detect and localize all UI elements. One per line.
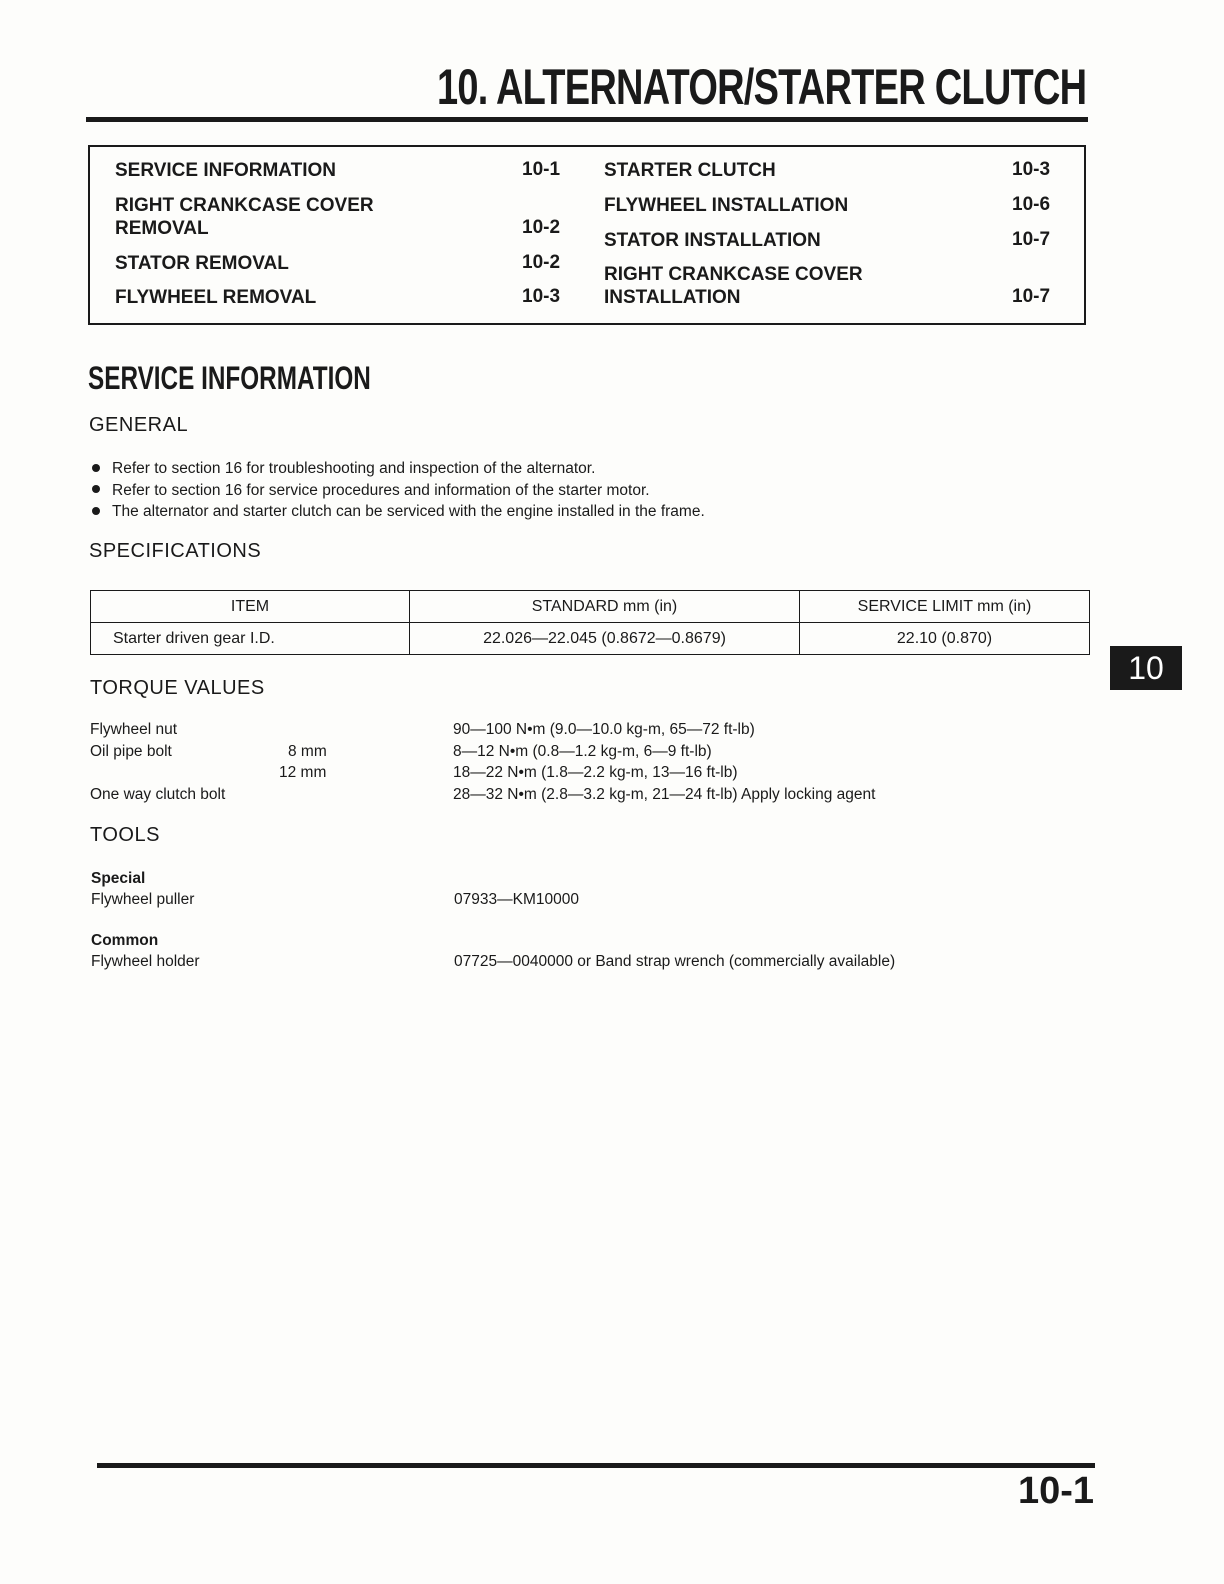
torque-size: 12 mm [279,764,327,781]
chapter-tab: 10 [1110,646,1182,690]
bullet-icon [92,485,100,493]
table-cell: 22.026—22.045 (0.8672—0.8679) [410,623,800,655]
toc-page: 10-6 [1012,194,1051,215]
toc-item-right-crankcase-cover-installation[interactable]: RIGHT CRANKCASE COVER [604,264,863,285]
section-heading: SERVICE INFORMATION [88,360,371,396]
torque-item: One way clutch bolt [90,786,226,803]
tool-item: Flywheel puller [91,891,195,908]
toc-page: 10-3 [1012,159,1051,180]
table-cell: 22.10 (0.870) [800,623,1090,655]
tool-item: Flywheel holder [91,953,200,970]
table-row [91,623,1090,655]
toc-item-right-crankcase-cover-removal[interactable]: RIGHT CRANKCASE COVER [115,195,374,216]
torque-value: 28—32 N•m (2.8—3.2 kg-m, 21—24 ft-lb) Apply locking agent [453,786,876,803]
chapter-title: 10. ALTERNATOR/STARTER CLUTCH [436,59,1086,115]
torque-item: Oil pipe bolt [90,743,172,760]
torque-value: 8—12 N•m (0.8—1.2 kg-m, 6—9 ft-lb) [453,743,712,760]
toc-page: 10-3 [522,286,561,307]
table-header-row [91,591,1090,623]
toc-item-stator-removal[interactable]: STATOR REMOVAL [115,253,289,274]
bullet-icon [92,507,100,515]
toc-page: 10-2 [522,217,561,238]
specifications-table [90,590,1090,655]
toc-page: 10-1 [522,159,561,180]
torque-value: 90—100 N•m (9.0—10.0 kg-m, 65—72 ft-lb) [453,721,755,738]
bullet-icon [92,464,100,472]
torque-size: 8 mm [288,743,327,760]
toc-page: 10-7 [1012,229,1051,250]
general-list [92,458,705,523]
toc-item-right-crankcase-cover-installation-line2[interactable]: INSTALLATION [604,287,741,308]
tools-special-label: Special [91,870,146,887]
column-header: SERVICE LIMIT mm (in) [800,591,1090,623]
specifications-heading: SPECIFICATIONS [89,540,262,562]
list-item: Refer to section 16 for service procedures and information of the starter motor. [92,480,705,502]
tool-value: 07933—KM10000 [454,891,579,908]
tools-heading: TOOLS [90,824,160,846]
title-rule [86,117,1088,122]
toc-item-starter-clutch[interactable]: STARTER CLUTCH [604,160,776,181]
page-number: 10-1 [1017,1470,1094,1512]
toc-page: 10-2 [522,252,561,273]
tools-common-label: Common [91,932,159,949]
torque-value: 18—22 N•m (1.8—2.2 kg-m, 13—16 ft-lb) [453,764,738,781]
table-cell: Starter driven gear I.D. [91,623,410,655]
toc-item-right-crankcase-cover-removal-line2[interactable]: REMOVAL [115,218,209,239]
footer-rule [97,1463,1095,1468]
toc-item-flywheel-removal[interactable]: FLYWHEEL REMOVAL [115,287,317,308]
toc-page: 10-7 [1012,286,1051,307]
toc-item-flywheel-installation[interactable]: FLYWHEEL INSTALLATION [604,195,849,216]
column-header: ITEM [91,591,410,623]
column-header: STANDARD mm (in) [410,591,800,623]
list-item: Refer to section 16 for troubleshooting and inspection of the alternator. [92,458,705,480]
torque-item: Flywheel nut [90,721,178,738]
tool-value: 07725—0040000 or Band strap wrench (commercially available) [454,953,896,970]
toc-item-stator-installation[interactable]: STATOR INSTALLATION [604,230,821,251]
general-heading: GENERAL [89,414,189,436]
toc-item-service-information[interactable]: SERVICE INFORMATION [115,160,336,181]
torque-heading: TORQUE VALUES [90,677,265,699]
list-item: The alternator and starter clutch can be serviced with the engine installed in the frame. [92,501,705,523]
